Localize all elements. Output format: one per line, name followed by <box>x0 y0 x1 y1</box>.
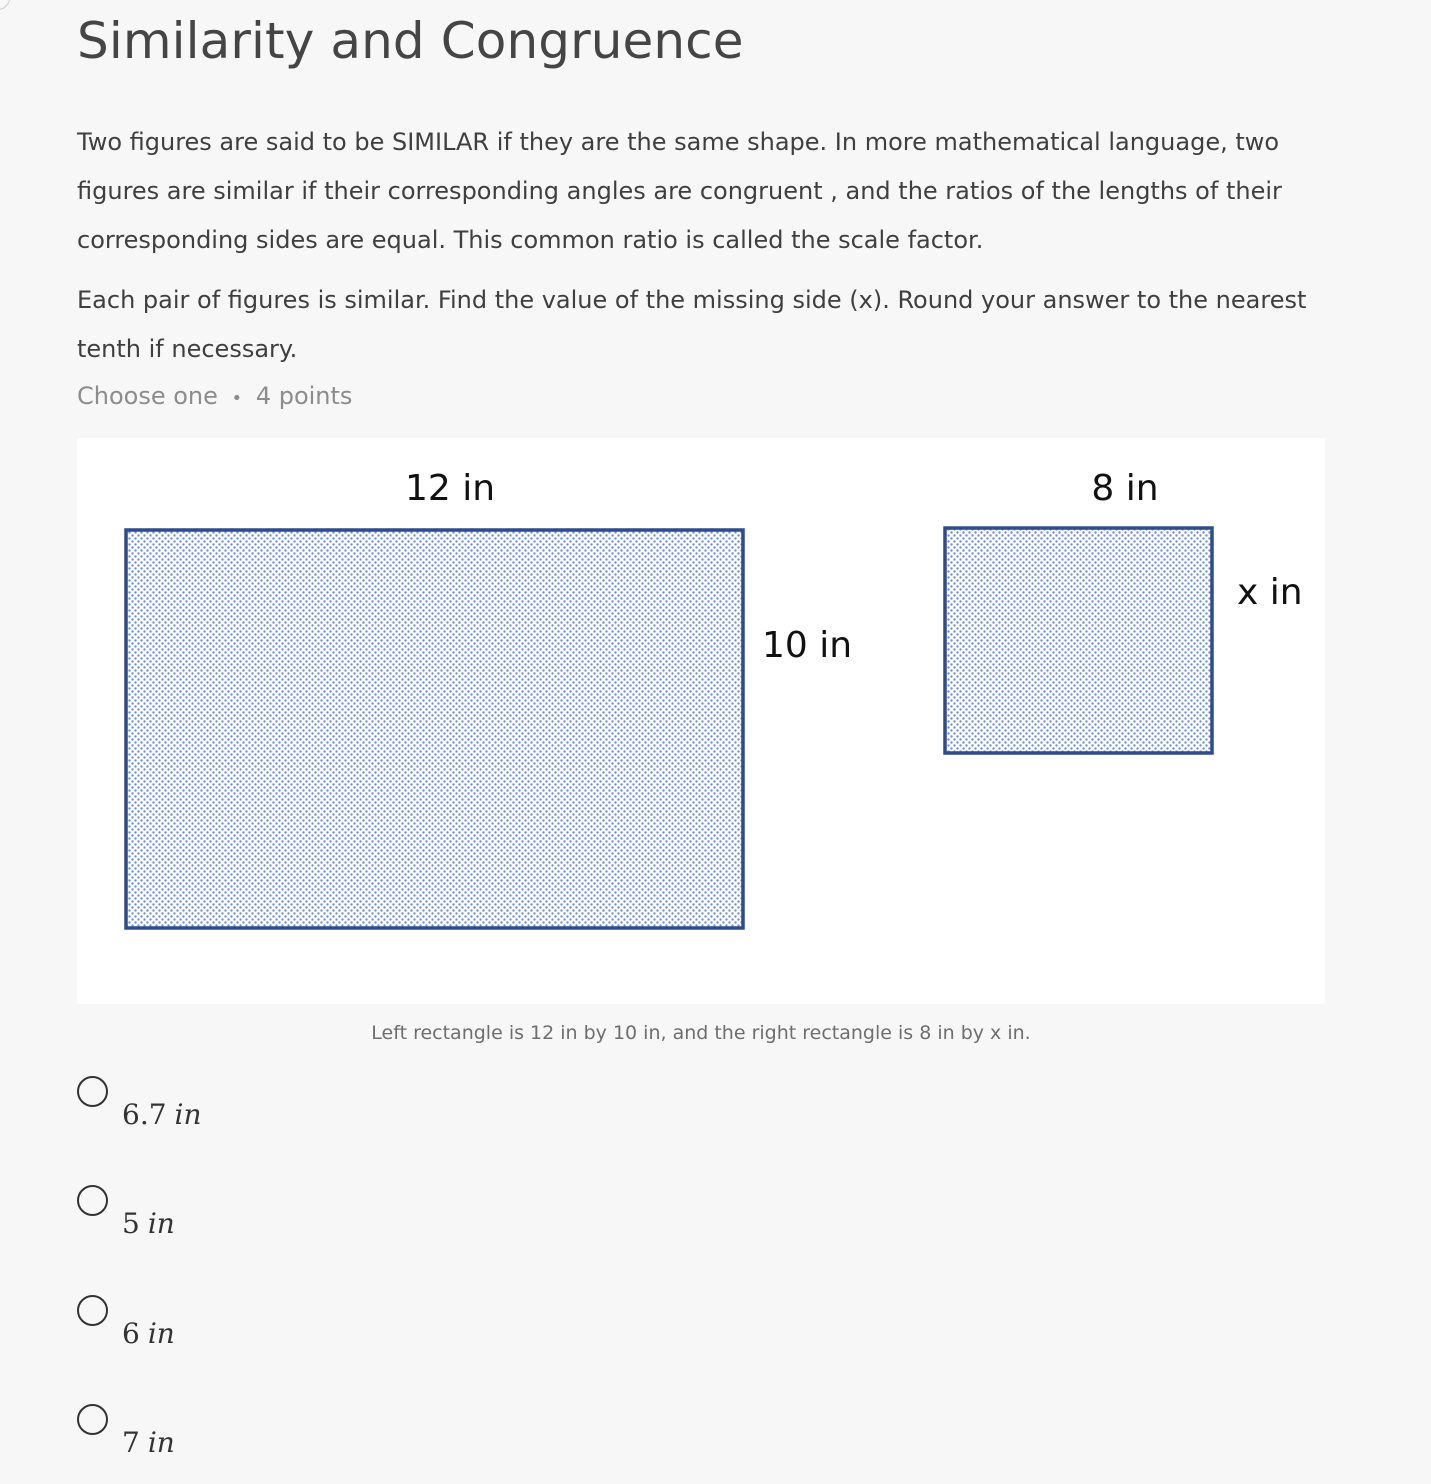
answer-option[interactable] <box>77 1076 477 1156</box>
question-type-label: Choose one <box>77 382 218 410</box>
radio-button[interactable] <box>77 1404 108 1435</box>
question-prompt-text: Each pair of figures is similar. Find the value of the missing side (x). Round your answer to the nearest tenth if necessary. <box>77 286 1307 363</box>
answer-unit: in <box>147 1207 175 1240</box>
answer-value: 6 <box>122 1317 140 1350</box>
answer-option-label <box>122 1207 175 1240</box>
answer-unit: in <box>174 1098 202 1131</box>
answer-unit: in <box>147 1426 175 1459</box>
right-rectangle <box>945 528 1212 753</box>
question-points-label: 4 points <box>255 382 353 410</box>
radio-button[interactable] <box>77 1295 108 1326</box>
answer-option-label <box>122 1426 175 1459</box>
question-figure <box>77 438 1325 1004</box>
answer-option-label <box>122 1317 175 1350</box>
question-meta <box>77 378 352 417</box>
left-rect-width-label: 12 in <box>404 468 496 509</box>
radio-button[interactable] <box>77 1185 108 1216</box>
answer-unit: in <box>147 1317 175 1350</box>
rectangles-diagram <box>77 438 1325 1004</box>
answer-option-label <box>122 1098 202 1131</box>
answer-value: 5 <box>122 1207 140 1240</box>
answer-value: 6.7 <box>122 1098 167 1131</box>
right-rect-width-label: 8 in <box>1091 468 1159 509</box>
answer-option[interactable] <box>77 1404 477 1484</box>
answer-value: 7 <box>122 1426 140 1459</box>
figure-caption: Left rectangle is 12 in by 10 in, and the right rectangle is 8 in by x in. <box>371 1022 1031 1044</box>
left-rectangle <box>126 530 743 928</box>
right-rect-height-label: x in <box>1237 572 1303 613</box>
radio-button[interactable] <box>77 1076 108 1107</box>
corner-circle-icon <box>0 0 10 10</box>
question-intro-text: Two figures are said to be SIMILAR if they are the same shape. In more mathematical language, two figures are similar if their corresponding angles are congruent , and the ratios of the lengths of their corresponding sides are equal. This common ratio is called the scale factor. <box>77 128 1282 254</box>
meta-separator: • <box>231 388 243 409</box>
left-rect-height-label: 10 in <box>762 625 853 666</box>
answer-option[interactable] <box>77 1185 477 1265</box>
page-title: Similarity and Congruence <box>77 12 744 70</box>
answer-option[interactable] <box>77 1295 477 1375</box>
